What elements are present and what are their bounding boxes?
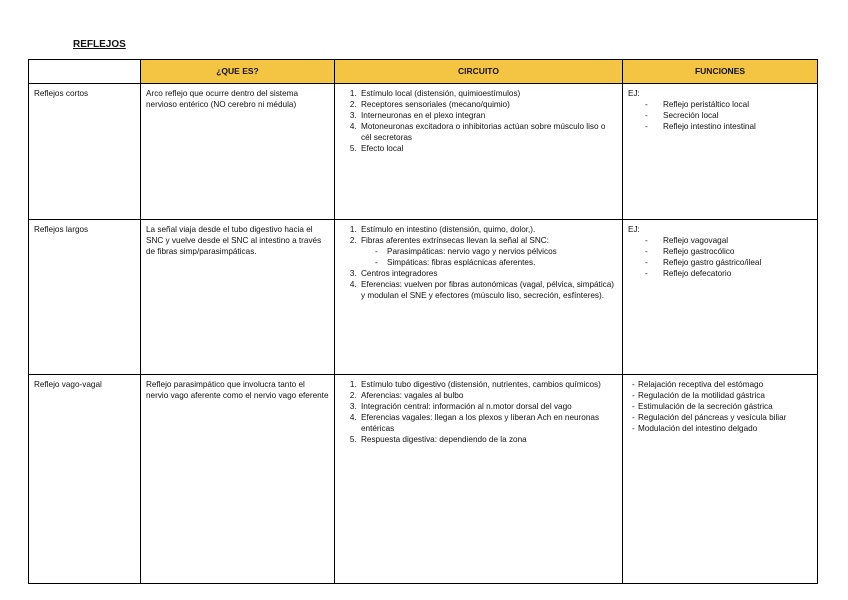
functions-cell bbox=[623, 220, 818, 375]
what-cell: Reflejo parasimpático que involucra tanto el nervio vago aferente como el nervio vago eferente bbox=[141, 375, 335, 584]
header-empty-cell bbox=[29, 60, 141, 84]
circuit-step: 4. Motoneuronas excitadora o inhibitorias actúan sobre músculo liso o cél secretoras bbox=[359, 121, 617, 143]
table-row bbox=[29, 84, 818, 220]
circuit-step bbox=[359, 279, 617, 301]
function-item: - Reflejo vagovagal bbox=[645, 235, 812, 246]
table-row bbox=[29, 220, 818, 375]
circuit-substeps bbox=[361, 246, 617, 268]
row-label: Reflejo vago-vagal bbox=[29, 375, 141, 584]
functions-cell bbox=[623, 84, 818, 220]
row-label: Reflejos cortos bbox=[29, 84, 141, 220]
circuit-step bbox=[359, 224, 617, 235]
table-row bbox=[29, 375, 818, 584]
circuit-step: 1. Estímulo local (distensión, quimioestímulos) bbox=[359, 88, 617, 99]
functions-prefix: EJ: bbox=[628, 89, 640, 98]
circuit-step: 3. Integración central: información al n.motor dorsal del vago bbox=[359, 401, 617, 412]
circuit-steps bbox=[340, 88, 617, 154]
function-item: - Regulación del páncreas y vesícula biliar bbox=[632, 412, 812, 423]
function-item: - Regulación de la motilidad gástrica bbox=[632, 390, 812, 401]
function-item: - Relajación receptiva del estómago bbox=[632, 379, 812, 390]
circuit-step-text: Fibras aferentes extrínsecas llevan la señal al SNC: bbox=[361, 236, 549, 245]
circuit-cell bbox=[335, 220, 623, 375]
circuit-step: 4. Eferencias vagales: llegan a los plexos y liberan Ach en neuronas entéricas bbox=[359, 412, 617, 434]
header-what: ¿QUE ES? bbox=[141, 60, 335, 84]
what-cell: Arco reflejo que ocurre dentro del sistema nervioso entérico (NO cerebro ni médula) bbox=[141, 84, 335, 220]
circuit-step-text: Centros integradores bbox=[361, 269, 438, 278]
circuit-step: 5. Efecto local bbox=[359, 143, 617, 154]
circuit-step-text: Eferencias: vuelven por fibras autonómicas (vagal, pélvica, simpática) y modulan el SNE y efectores (músculo liso, secreción, esfínteres). bbox=[361, 280, 615, 300]
function-item: - Reflejo gastrocólico bbox=[645, 246, 812, 257]
circuit-step: 3. Interneuronas en el plexo integran bbox=[359, 110, 617, 121]
reflexes-table bbox=[28, 59, 818, 584]
function-item: - Estimulación de la secreción gástrica bbox=[632, 401, 812, 412]
function-item: - Modulación del intestino delgado bbox=[632, 423, 812, 434]
function-item: - Reflejo peristáltico local bbox=[645, 99, 812, 110]
functions-prefix: EJ: bbox=[628, 225, 640, 234]
functions-cell bbox=[623, 375, 818, 584]
circuit-cell bbox=[335, 84, 623, 220]
circuit-step: 2. Receptores sensoriales (mecano/quimio) bbox=[359, 99, 617, 110]
circuit-step bbox=[359, 235, 617, 268]
circuit-step bbox=[359, 268, 617, 279]
document-title: REFLEJOS bbox=[73, 39, 126, 50]
circuit-step: 5. Respuesta digestiva: dependiendo de la zona bbox=[359, 434, 617, 445]
circuit-step-text: Estímulo en intestino (distensión, quimo, dolor,). bbox=[361, 225, 536, 234]
circuit-substep: - Parasimpáticas: nervio vago y nervios pélvicos bbox=[375, 246, 617, 257]
function-item: - Reflejo intestino intestinal bbox=[645, 121, 812, 132]
circuit-step: 1. Estímulo tubo digestivo (distensión, nutrientes, cambios químicos) bbox=[359, 379, 617, 390]
function-item: - Secreción local bbox=[645, 110, 812, 121]
circuit-steps bbox=[340, 379, 617, 445]
functions-list bbox=[628, 235, 812, 279]
circuit-substep: - Simpáticas: fibras esplácnicas aferentes. bbox=[375, 257, 617, 268]
what-cell: La señal viaja desde el tubo digestivo hacia el SNC y vuelve desde el SNC al intestino a través de fibras simp/parasimpáticas. bbox=[141, 220, 335, 375]
circuit-cell bbox=[335, 375, 623, 584]
row-label: Reflejos largos bbox=[29, 220, 141, 375]
circuit-step: 2. Aferencias: vagales al bulbo bbox=[359, 390, 617, 401]
functions-list bbox=[628, 379, 812, 434]
function-item: - Reflejo gastro gástrico/ileal bbox=[645, 257, 812, 268]
header-functions: FUNCIONES bbox=[623, 60, 818, 84]
header-row bbox=[29, 60, 818, 84]
header-circuit: CIRCUITO bbox=[335, 60, 623, 84]
functions-list bbox=[628, 99, 812, 132]
function-item: - Reflejo defecatorio bbox=[645, 268, 812, 279]
circuit-steps bbox=[340, 224, 617, 301]
